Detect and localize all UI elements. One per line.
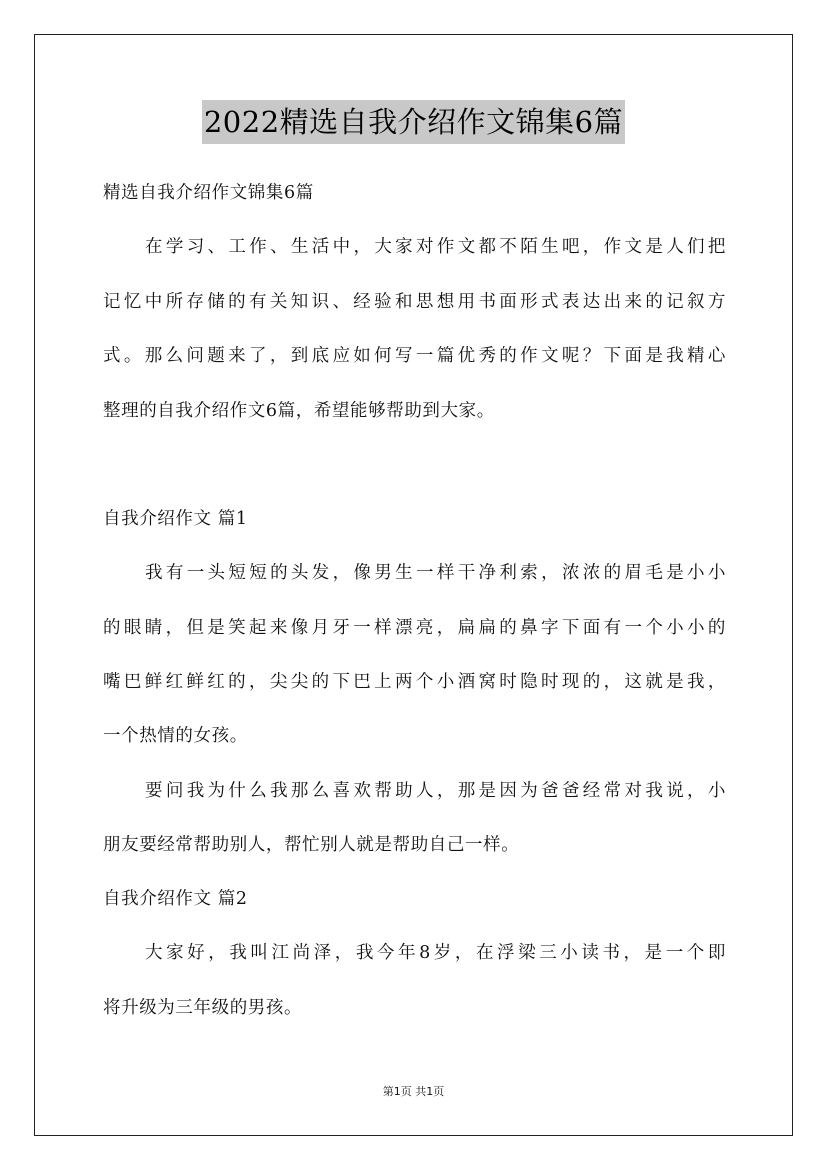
document-subtitle: 精选自我介绍作文锦集6篇 [103, 183, 314, 203]
section2-p1-line-1: 大家好，我叫江尚泽，我今年8岁，在浮梁三小读书，是一个即 [145, 943, 726, 963]
page-number-footer: 第1页 共1页 [382, 1085, 445, 1098]
title-area [0, 100, 827, 144]
section1-p1-line-2: 的眼睛，但是笑起来像月牙一样漂亮，扁扁的鼻字下面有一个小小的 [103, 618, 726, 638]
section2-p1-line-2: 将升级为三年级的男孩。 [103, 998, 303, 1018]
document-title: 2022精选自我介绍作文锦集6篇 [202, 100, 625, 144]
intro-line-2: 记忆中所存储的有关知识、经验和思想用书面形式表达出来的记叙方 [103, 292, 726, 312]
intro-line-3: 式。那么问题来了，到底应如何写一篇优秀的作文呢？下面是我精心 [103, 346, 726, 366]
section1-p2-line-1: 要问我为什么我那么喜欢帮助人，那是因为爸爸经常对我说，小 [145, 781, 726, 801]
section2-heading: 自我介绍作文 篇2 [103, 889, 248, 909]
section1-p1-line-3: 嘴巴鲜红鲜红的，尖尖的下巴上两个小酒窝时隐时现的，这就是我， [103, 672, 726, 692]
intro-line-4: 整理的自我介绍作文6篇，希望能够帮助到大家。 [103, 401, 495, 421]
intro-line-1: 在学习、工作、生活中，大家对作文都不陌生吧，作文是人们把 [145, 237, 726, 257]
section1-heading: 自我介绍作文 篇1 [103, 509, 248, 529]
section1-p2-line-2: 朋友要经常帮助别人，帮忙别人就是帮助自己一样。 [103, 835, 520, 855]
section1-p1-line-1: 我有一头短短的头发，像男生一样干净利索，浓浓的眉毛是小小 [145, 563, 726, 583]
section1-p1-line-4: 一个热情的女孩。 [103, 726, 248, 746]
